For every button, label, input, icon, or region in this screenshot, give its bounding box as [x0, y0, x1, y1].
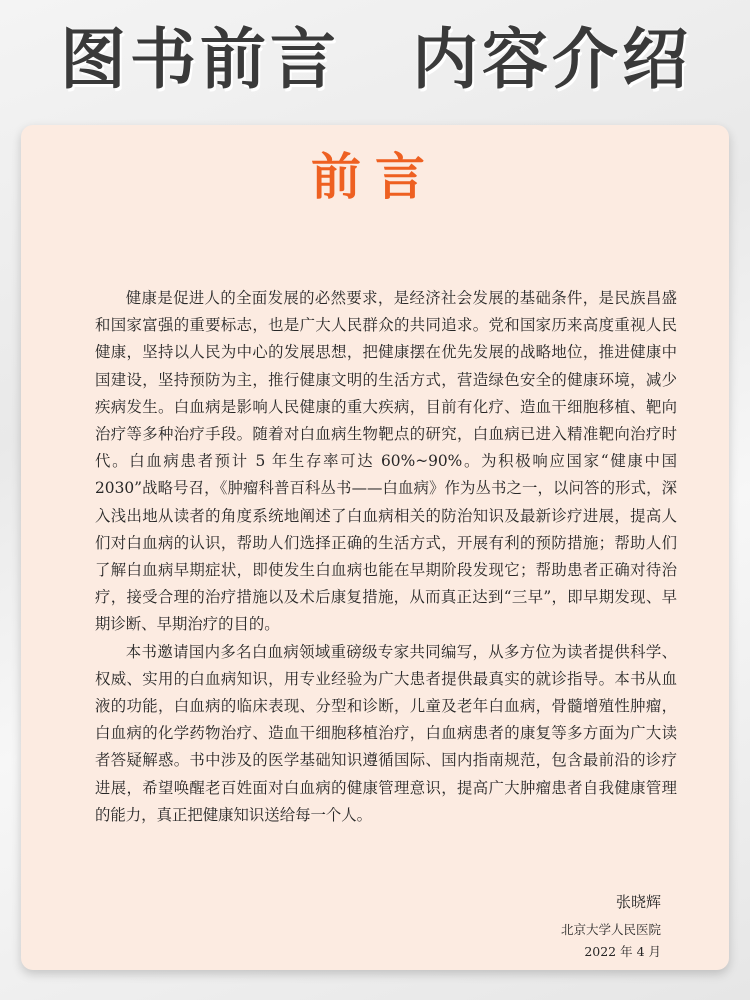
preface-body	[95, 285, 677, 829]
banner-title-preface: 图书前言	[60, 21, 340, 98]
banner-title-content-intro: 内容介绍	[412, 21, 692, 98]
author-name: 张晓辉	[615, 893, 661, 911]
signature-date: 2022 年 4 月	[584, 944, 661, 959]
paragraph-2: 本书邀请国内多名白血病领域重磅级专家共同编写，从多方位为读者提供科学、权威、实用的白血病知识，用专业经验为广大患者提供最真实的就诊指导。本书从血液的功能，白血病的临床表现、分型和诊断，儿童及老年白血病，骨髓增殖性肿瘤，白血病的化学药物治疗、造血干细胞移植治疗，白血病患者的康复等多方面为广大读者答疑解惑。书中涉及的医学基础知识遵循国际、国内指南规范，包含最前沿的诊疗进展，希望唤醒老百姓面对白血病的健康管理意识，提高广大肿瘤患者自我健康管理的能力，真正把健康知识送给每一个人。	[95, 642, 677, 824]
header-banner	[0, 0, 750, 120]
preface-card	[21, 125, 729, 970]
author-organization: 北京大学人民医院	[560, 922, 661, 937]
paragraph-1: 健康是促进人的全面发展的必然要求，是经济社会发展的基础条件，是民族昌盛和国家富强的重要标志，也是广大人民群众的共同追求。党和国家历来高度重视人民健康，坚持以人民为中心的发展思想，把健康摆在优先发展的战略地位，推进健康中国建设，坚持预防为主，推行健康文明的生活方式，营造绿色安全的健康环境，减少疾病发生。白血病是影响人民健康的重大疾病，目前有化疗、造血干细胞移植、靶向治疗等多种治疗手段。随着对白血病生物靶点的研究，白血病已进入精准靶向治疗时代。白血病患者预计 5 年生存率可达 60%~90%。为积极响应国家“健康中国 2030”战略号召，《肿瘤科普百科丛书——白血病》作为丛书之一，以问答的形式，深入浅出地从读者的角度系统地阐述了白血病相关的防治知识及最新诊疗进展，提高人们对白血病的认识，帮助人们选择正确的生活方式，开展有利的预防措施；帮助人们了解白血病早期症状，即使发生白血病也能在早期阶段发现它；帮助患者正确对待治疗，接受合理的治疗措施以及术后康复措施，从而真正达到“三早”，即早期发现、早期诊断、早期治疗的目的。	[95, 289, 677, 634]
preface-heading: 前言	[311, 148, 439, 206]
